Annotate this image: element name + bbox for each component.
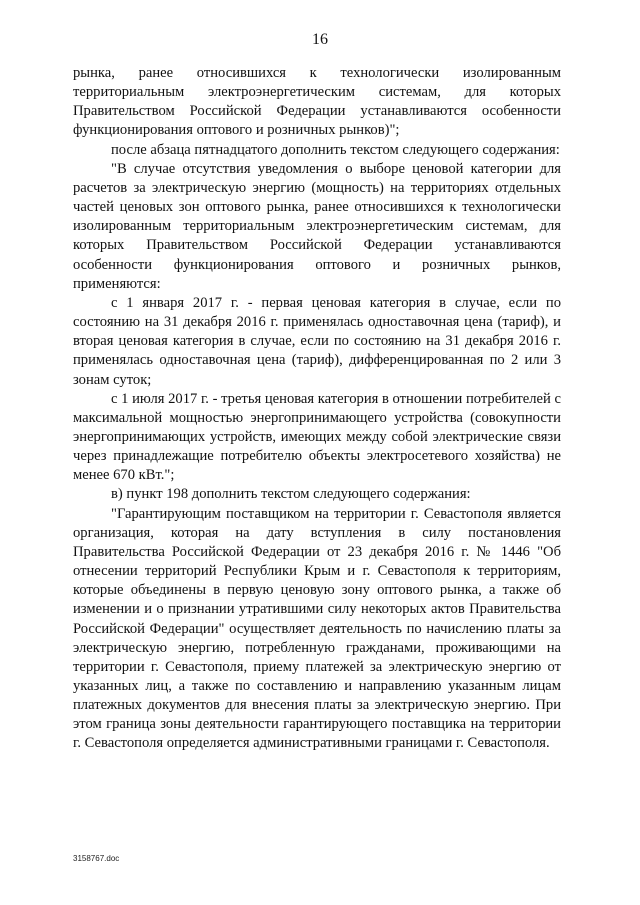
- paragraph-july-2017: с 1 июля 2017 г. - третья ценовая категория в отношении потребителей с максимальной мощностью энергопринимающего устройства (совокупности энергопринимающих устройств, имеющих между собой электрические связи через принадлежащие потребителю объекты электросетевого хозяйства) не менее 670 кВт.";: [73, 390, 561, 484]
- document-body: [73, 64, 561, 754]
- paragraph-continuation: рынка, ранее относившихся к технологически изолированным территориальным электроэнергетическим системам, для которых Правительством Российской Федерации устанавливаются особенности функционирования оптового и розничных рынков)";: [73, 65, 561, 139]
- paragraph-sevastopol-supplier: "Гарантирующим поставщиком на территории г. Севастополя является организация, которая на дату вступления в силу постановления Правительства Российской Федерации от 23 декабря 2016 г. № 1446 "Об отнесении территорий Республики Крым и г. Севастополя к территориям, которые объединены в первую ценовую зону оптового рынка, а также об изменении и о признании утратившими силу некоторых актов Правительства Российской Федерации" осуществляет деятельность по начислению платы за электрическую энергию, потребленную гражданами, проживающими на территории г. Севастополя, приему платежей за электрическую энергию от указанных лиц, а также по составлению и направлению указанным лицам платежных документов для внесения платы за электрическую энергию. При этом граница зоны деятельности гарантирующего поставщика на территории г. Севастополя определяется административными границами г. Севастополя.: [73, 505, 561, 752]
- page-number: 16: [312, 31, 328, 48]
- paragraph-item-198: в) пункт 198 дополнить текстом следующего содержания:: [111, 486, 471, 503]
- footer-document-code: 3158767.doc: [73, 854, 120, 863]
- paragraph-quoted-intro: "В случае отсутствия уведомления о выборе ценовой категории для расчетов за электрическую энергию (мощность) на территориях отдельных частей ценовых зон оптового рынка, ранее относившихся к технологически изолированным территориальным электроэнергетическим системам, для которых Правительством Российской Федерации устанавливаются особенности функционирования оптового и розничных рынков, применяются:: [73, 160, 561, 292]
- paragraph-instruction-add-text: после абзаца пятнадцатого дополнить текстом следующего содержания:: [111, 141, 560, 158]
- paragraph-january-2017: с 1 января 2017 г. - первая ценовая категория в случае, если по состоянию на 31 декабря 2016 г. применялась одноставочная цена (тариф), и вторая ценовая категория в случае, если по состоянию на 31 декабря 2016 г. применялась одноставочная цена (тариф), дифференцированная по 2 или 3 зонам суток;: [73, 294, 561, 388]
